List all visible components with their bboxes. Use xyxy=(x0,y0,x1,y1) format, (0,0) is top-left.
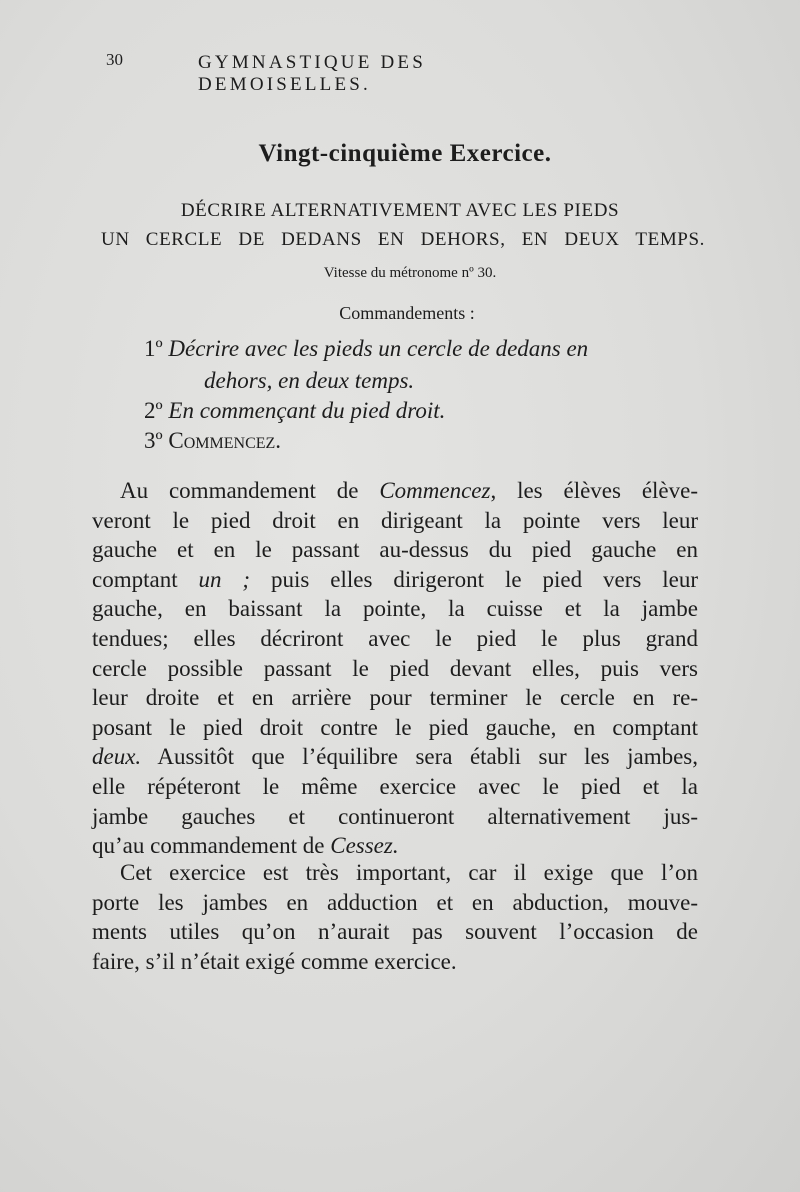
paragraph-instructions xyxy=(92,476,698,861)
command-3-number: 3º xyxy=(144,428,169,453)
paragraph-line: gauche, en baissant la pointe, la cuisse et la jambe xyxy=(92,596,698,622)
paragraph-line xyxy=(92,565,698,595)
paragraph-line: tendues; elles décriront avec le pied le plus grand xyxy=(92,625,698,651)
commands-heading: Commandements : xyxy=(339,303,475,323)
subtitle-line-2-text: UN CERCLE DE DEDANS EN DEHORS, EN DEUX TEMPS. xyxy=(101,229,705,250)
command-2 xyxy=(144,398,445,424)
exercise-title: Vingt-cinquième Exercice. xyxy=(258,140,552,167)
paragraph-line: veront le pied droit en dirigeant la pointe vers leur xyxy=(92,507,698,533)
paragraph-line: jambe gauches et continueront alternativement jus- xyxy=(92,803,698,829)
text-run-italic: Cessez. xyxy=(330,833,399,859)
running-title: GYMNASTIQUE DES DEMOISELLES. xyxy=(198,52,426,95)
text-run: comptant xyxy=(92,566,199,592)
paragraph-line: faire, s’il n’était exigé comme exercice. xyxy=(92,948,457,974)
command-1-text-line-1: Décrire avec les pieds un cercle de dedans en xyxy=(168,336,589,361)
paragraph-line: Cet exercice est très important, car il exige que l’on xyxy=(120,860,698,885)
paragraph-line xyxy=(92,831,698,861)
command-1-number: 1º xyxy=(144,336,169,361)
text-run-italic: deux. xyxy=(92,744,142,770)
exercise-subtitle-line-1: DÉCRIRE ALTERNATIVEMENT AVEC LES PIEDS xyxy=(180,200,620,221)
command-2-number: 2º xyxy=(144,398,169,423)
paragraph-line: ments utiles qu’on n’aurait pas souvent l’occasion de xyxy=(92,919,698,945)
paragraph-line xyxy=(92,742,698,772)
text-run: qu’au commandement de xyxy=(92,833,331,859)
text-run: Aussitôt que l’équilibre sera établi sur les jambes, xyxy=(141,744,698,770)
command-2-text: En commençant du pied droit. xyxy=(168,398,446,423)
text-run-italic: Commencez xyxy=(379,478,491,503)
exercise-subtitle-line-2 xyxy=(101,229,705,251)
text-run: , les élèves élève- xyxy=(490,478,698,503)
text-run-italic: un ; xyxy=(198,566,251,592)
command-1-text-line-2: dehors, en deux temps. xyxy=(204,368,415,393)
command-3-text: Commencez. xyxy=(168,428,282,453)
paragraph-line: posant le pied droit contre le pied gauche, en comptant xyxy=(92,714,698,740)
command-3 xyxy=(144,428,281,454)
paragraph-importance xyxy=(92,858,698,976)
text-run: puis elles dirigeront le pied vers leur xyxy=(250,566,698,592)
text-run: Au commandement de xyxy=(120,478,380,503)
command-1 xyxy=(144,336,588,362)
paragraph-line xyxy=(92,476,698,506)
page-number: 30 xyxy=(106,50,123,69)
paragraph-line: gauche et en le passant au-dessus du pied gauche en xyxy=(92,537,698,563)
running-head xyxy=(106,50,606,95)
paragraph-line: cercle possible passant le pied devant elles, puis vers xyxy=(92,655,698,681)
paragraph-line: leur droite et en arrière pour terminer le cercle en re- xyxy=(92,685,698,711)
metronome-speed: Vitesse du métronome nº 30. xyxy=(323,265,497,281)
paragraph-line: elle répéteront le même exercice avec le pied et la xyxy=(92,773,698,799)
paragraph-line: porte les jambes en adduction et en abduction, mouve- xyxy=(92,889,698,915)
